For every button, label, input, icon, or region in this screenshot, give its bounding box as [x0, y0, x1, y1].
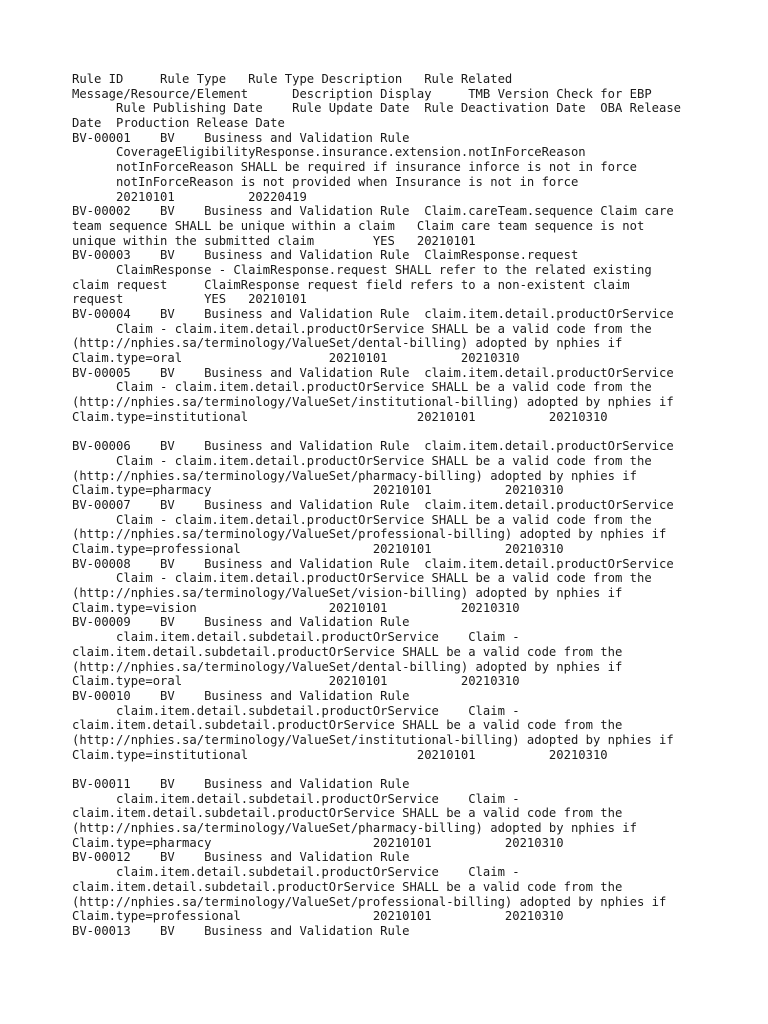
document-line: (http://nphies.sa/terminology/ValueSet/vision-billing) adopted by nphies if	[72, 586, 623, 601]
document-line: claim.item.detail.subdetail.productOrService SHALL be a valid code from the	[72, 718, 623, 733]
document-line: BV-00002 BV Business and Validation Rule Claim.careTeam.sequence Claim care	[72, 204, 674, 219]
document-line: Claim - claim.item.detail.productOrService SHALL be a valid code from the	[72, 321, 652, 336]
document-line: team sequence SHALL be unique within a claim Claim care team sequence is not	[72, 218, 645, 233]
document-line: BV-00011 BV Business and Validation Rule	[72, 777, 410, 791]
document-line	[72, 762, 712, 777]
document-line: BV-00008 BV Business and Validation Rule claim.item.detail.productOrService	[72, 556, 674, 571]
document-line: (http://nphies.sa/terminology/ValueSet/professional-billing) adopted by nphies if	[72, 894, 667, 909]
document-line: Claim.type=oral 20210101 20210310	[72, 351, 520, 366]
document-line: (http://nphies.sa/terminology/ValueSet/dental-billing) adopted by nphies if	[72, 659, 623, 674]
document-line: (http://nphies.sa/terminology/ValueSet/institutional-billing) adopted by nphies if	[72, 395, 674, 410]
document-line: claim.item.detail.subdetail.productOrService Claim -	[72, 630, 520, 645]
document-line: (http://nphies.sa/terminology/ValueSet/pharmacy-billing) adopted by nphies if	[72, 821, 637, 836]
document-line: 20210101 20220419	[72, 189, 307, 204]
document-line: claim.item.detail.subdetail.productOrService SHALL be a valid code from the	[72, 879, 623, 894]
document-line	[72, 425, 712, 440]
document-line: (http://nphies.sa/terminology/ValueSet/institutional-billing) adopted by nphies if	[72, 732, 674, 747]
document-line: Rule Publishing Date Rule Update Date Rule Deactivation Date OBA Release	[72, 101, 682, 116]
document-line: Claim.type=pharmacy 20210101 20210310	[72, 483, 564, 498]
document-line: BV-00005 BV Business and Validation Rule claim.item.detail.productOrService	[72, 365, 674, 380]
document-line: BV-00004 BV Business and Validation Rule claim.item.detail.productOrService	[72, 307, 674, 321]
document-line: (http://nphies.sa/terminology/ValueSet/professional-billing) adopted by nphies if	[72, 527, 667, 542]
document-line: claim request ClaimResponse request field refers to a non-existent claim	[72, 277, 630, 292]
document-line: notInForceReason SHALL be required if insurance inforce is not in force	[72, 160, 637, 175]
document-line: Claim.type=institutional 20210101 20210310	[72, 409, 608, 424]
document-line: BV-00013 BV Business and Validation Rule	[72, 923, 410, 938]
document-line: Claim.type=pharmacy 20210101 20210310	[72, 835, 564, 850]
document-line: Rule ID Rule Type Rule Type Description Rule Related	[72, 72, 513, 86]
document-line: notInForceReason is not provided when Insurance is not in force	[72, 174, 579, 189]
document-line: BV-00006 BV Business and Validation Rule claim.item.detail.productOrService	[72, 439, 674, 454]
document-line: ClaimResponse - ClaimResponse.request SHALL refer to the related existing	[72, 262, 652, 277]
document-line: Claim - claim.item.detail.productOrService SHALL be a valid code from the	[72, 380, 652, 395]
document-line: BV-00009 BV Business and Validation Rule	[72, 615, 410, 630]
document-line: claim.item.detail.subdetail.productOrService Claim -	[72, 703, 520, 718]
document-line: BV-00007 BV Business and Validation Rule claim.item.detail.productOrService	[72, 497, 674, 512]
document-line: (http://nphies.sa/terminology/ValueSet/dental-billing) adopted by nphies if	[72, 336, 623, 351]
document-line: claim.item.detail.subdetail.productOrService Claim -	[72, 865, 520, 880]
document-line: claim.item.detail.subdetail.productOrService SHALL be a valid code from the	[72, 644, 623, 659]
document-line: (http://nphies.sa/terminology/ValueSet/pharmacy-billing) adopted by nphies if	[72, 468, 637, 483]
document-line: Claim - claim.item.detail.productOrService SHALL be a valid code from the	[72, 453, 652, 468]
document-line: Date Production Release Date	[72, 116, 285, 131]
document-line: CoverageEligibilityResponse.insurance.extension.notInForceReason	[72, 145, 586, 160]
document-line: claim.item.detail.subdetail.productOrService Claim -	[72, 791, 520, 806]
document-line: BV-00001 BV Business and Validation Rule	[72, 130, 410, 145]
document-line: Claim.type=oral 20210101 20210310	[72, 674, 520, 689]
document-line: Claim.type=professional 20210101 20210310	[72, 542, 564, 556]
document-line: BV-00003 BV Business and Validation Rule ClaimResponse.request	[72, 248, 579, 263]
document-line: Claim.type=professional 20210101 20210310	[72, 909, 564, 924]
document-body	[72, 72, 712, 939]
document-line: Claim.type=institutional 20210101 20210310	[72, 747, 608, 762]
document-line: Claim - claim.item.detail.productOrService SHALL be a valid code from the	[72, 571, 652, 586]
document-line: request YES 20210101	[72, 292, 307, 307]
document-line: BV-00010 BV Business and Validation Rule	[72, 688, 410, 703]
document-line: claim.item.detail.subdetail.productOrService SHALL be a valid code from the	[72, 806, 623, 821]
document-line: BV-00012 BV Business and Validation Rule	[72, 850, 410, 865]
document-line: unique within the submitted claim YES 20210101	[72, 233, 476, 248]
document-line: Claim.type=vision 20210101 20210310	[72, 600, 520, 615]
document-line: Claim - claim.item.detail.productOrService SHALL be a valid code from the	[72, 512, 652, 527]
document-line: Message/Resource/Element Description Display TMB Version Check for EBP	[72, 86, 652, 101]
